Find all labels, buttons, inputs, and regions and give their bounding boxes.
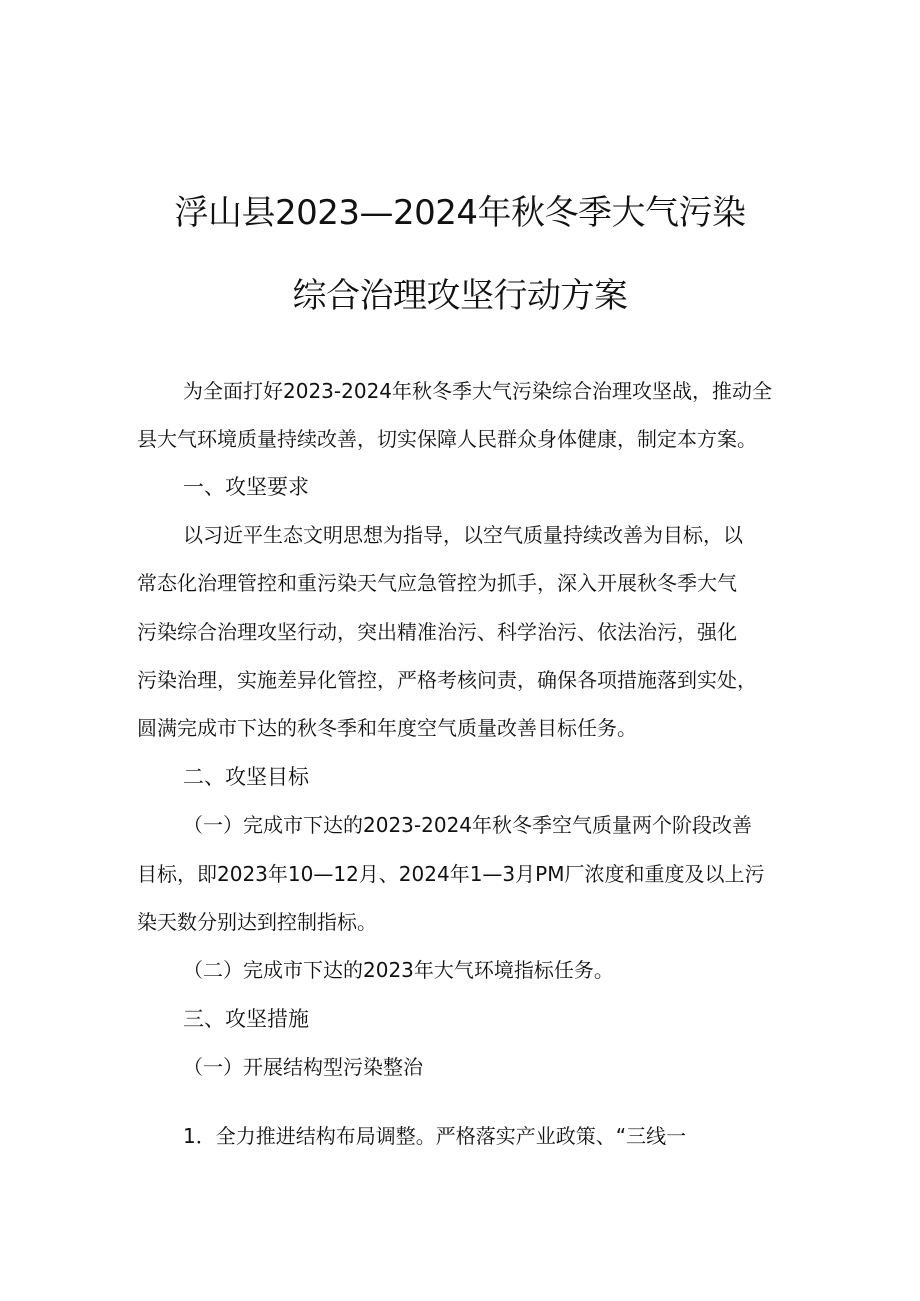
intro-line-2: 县大气环境质量持续改善，切实保障人民群众身体健康，制定本方案。 xyxy=(137,427,757,451)
section-1-line-1: 以习近平生态文明思想为指导，以空气质量持续改善为目标，以 xyxy=(183,523,743,547)
section-1-line-4: 污染治理，实施差异化管控，严格考核问责，确保各项措施落到实处， xyxy=(137,668,757,692)
section-2-heading: 二、攻坚目标 xyxy=(183,765,309,789)
intro-line-1: 为全面打好2023-2024年秋冬季大气污染综合治理攻坚战，推动全 xyxy=(183,379,773,403)
section-2-item-2: （二）完成市下达的2023年大气环境指标任务。 xyxy=(183,958,614,982)
section-3-heading: 三、攻坚措施 xyxy=(183,1007,309,1031)
section-3-point-1: 1．全力推进结构布局调整。严格落实产业政策、“三线一 xyxy=(183,1124,687,1148)
section-1-heading: 一、攻坚要求 xyxy=(183,475,309,499)
document-title-line-1: 浮山县2023—2024年秋冬季大气污染 xyxy=(174,193,746,233)
section-2-item-1-line-2: 目标，即2023年10—12月、2024年1—3月PM厂浓度和重度及以上污 xyxy=(137,862,765,886)
document-title-line-2: 综合治理攻坚行动方案 xyxy=(292,276,628,316)
section-1-line-3: 污染综合治理攻坚行动，突出精准治污、科学治污、依法治污，强化 xyxy=(137,620,737,644)
section-1-line-2: 常态化治理管控和重污染天气应急管控为抓手，深入开展秋冬季大气 xyxy=(137,571,737,595)
section-1-line-5: 圆满完成市下达的秋冬季和年度空气质量改善目标任务。 xyxy=(137,716,637,740)
section-3-subheading-1: （一）开展结构型污染整治 xyxy=(183,1055,423,1079)
section-2-item-1-line-1: （一）完成市下达的2023-2024年秋冬季空气质量两个阶段改善 xyxy=(183,813,753,837)
section-2-item-1-line-3: 染天数分别达到控制指标。 xyxy=(137,910,377,934)
